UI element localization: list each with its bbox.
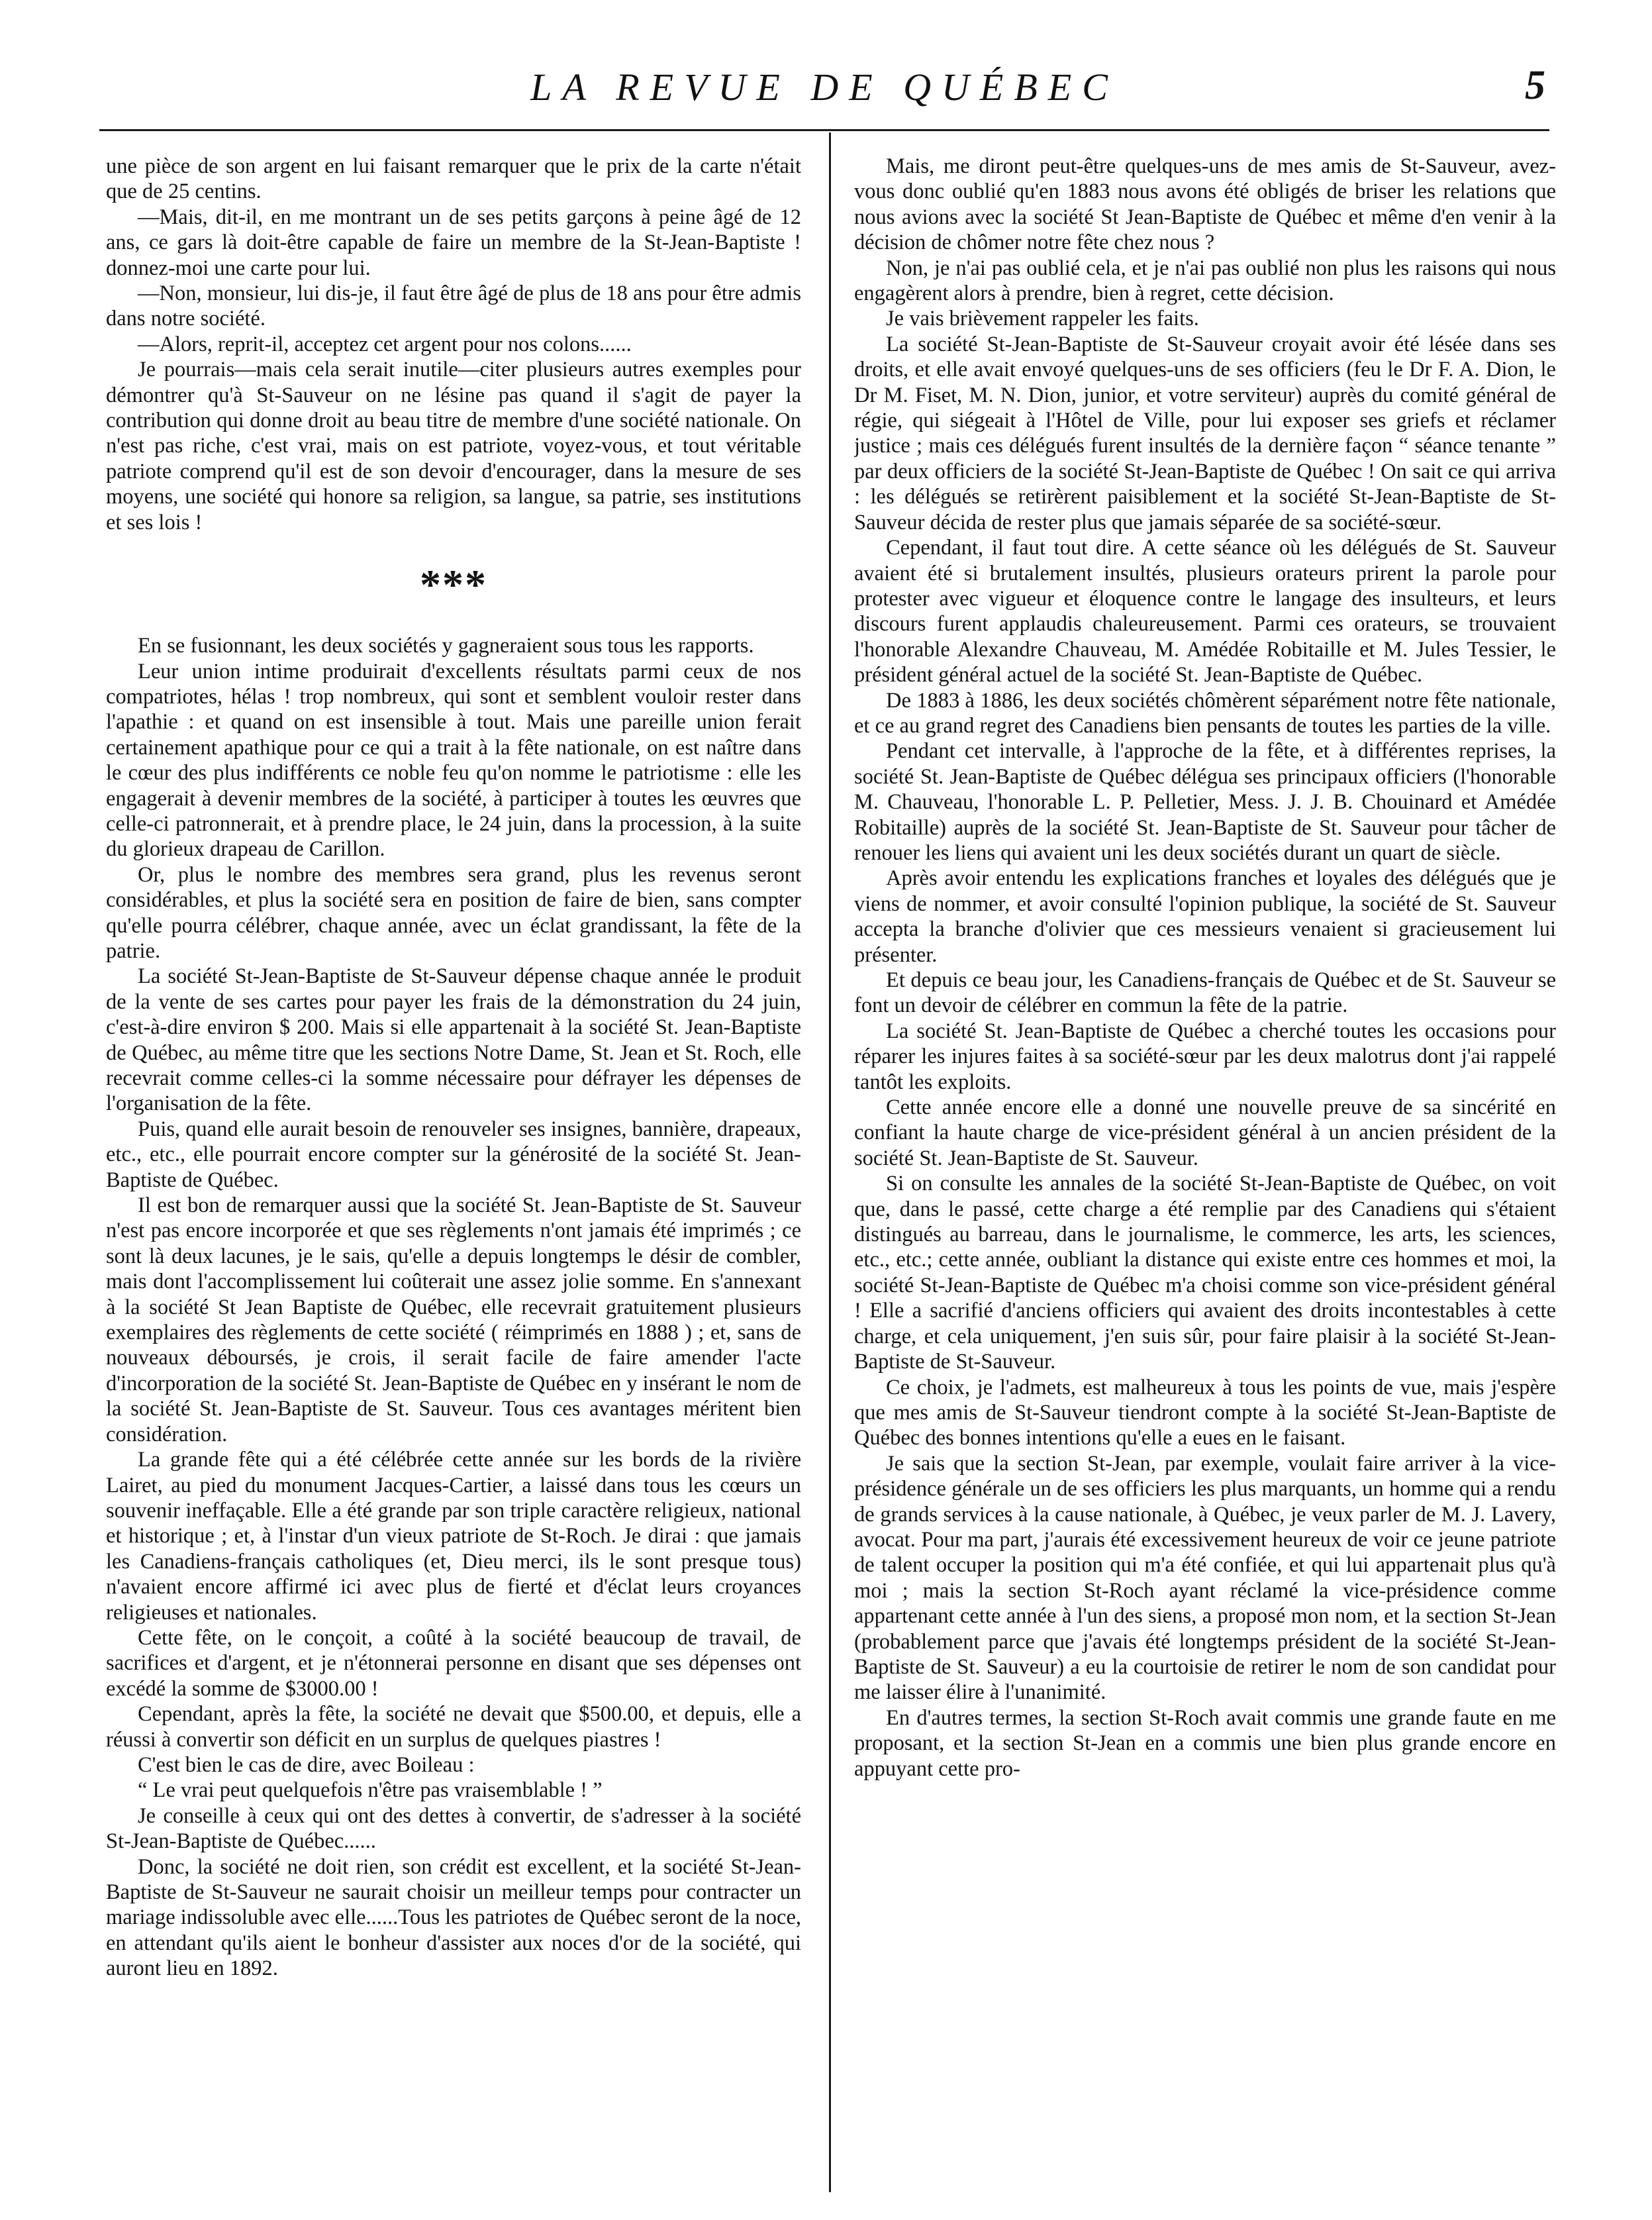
paragraph: La grande fête qui a été célébrée cette année sur les bords de la rivière Lairet, au pied du monument Jacques-Cartier, a laissé dans tous les cœurs un souvenir ineffaçable. Elle a été grande par son triple caractère religieux, national et historique ; et, à l'instar d'un vieux patriote de St-Roch. Je dirai : que jamais les Canadiens-français catholiques (et, Dieu merci, ils le sont presque tous) n'avaient encore affirmé ici avec plus de fierté et d'éclat leurs croyances religieuses et nationales. [106,1448,801,1625]
paragraph: Puis, quand elle aurait besoin de renouveler ses insignes, bannière, drapeaux, etc., etc., elle pourrait encore compter sur la générosité de la société St. Jean-Baptiste de Québec. [106,1117,801,1192]
paragraph: Leur union intime produirait d'excellents résultats parmi ceux de nos compatriotes, hélas ! trop nombreux, qui sont et semblent vouloir rester dans l'apathie : et quand on est insensible à tout. Mais une pareille union ferait certainement apathique pour ce qui a trait à la fête nationale, on est naître dans le cœur des plus indifférents ce noble feu qu'on nomme le patriotisme : elle les engagerait à devenir membres de la société, à participer à toutes les œuvres que celle-ci patronnerait, et à prendre place, le 24 juin, dans la procession, à la suite du glorieux drapeau de Carillon. [106,659,801,862]
paragraph: Pendant cet intervalle, à l'approche de la fête, et à différentes reprises, la société St. Jean-Baptiste de Québec délégua ses principaux officiers (l'honorable M. Chauveau, l'honorable L. P. Pelletier, Mess. J. J. B. Chouinard et Amédée Robitaille) auprès de la société St. Jean-Baptiste de St. Sauveur pour tâcher de renouer les liens qui avaient uni les deux sociétés durant un quart de siècle. [854,739,1556,865]
paragraph: Cette fête, on le conçoit, a coûté à la société beaucoup de travail, de sacrifices et d'argent, et je n'étonnerai personne en disant que ses dépenses ont excédé la somme de $3000.00 ! [106,1625,801,1701]
paragraph: Après avoir entendu les explications franches et loyales des délégués que je viens de nommer, et avoir consulté l'opinion publique, la société de St. Sauveur accepta la branche d'olivier que ces messieurs venaient si gracieusement lui présenter. [854,866,1556,967]
paragraph: Cependant, il faut tout dire. A cette séance où les délégués de St. Sauveur avaient été si brutalement insultés, plusieurs orateurs prirent la parole pour protester avec vigueur et éloquence contre le langage des insulteurs, et leurs discours furent applaudis chaleureusement. Parmi ces orateurs, se trouvaient l'honorable Alexandre Chauveau, M. Amédée Robitaille et M. Jules Tessier, le président général actuel de la société St. Jean-Baptiste de Québec. [854,536,1556,687]
paragraph: La société St-Jean-Baptiste de St-Sauveur dépense chaque année le produit de la vente de ses cartes pour payer les frais de la démonstration du 24 juin, c'est-à-dire environ $ 200. Mais si elle appartenait à la société St. Jean-Baptiste de Québec, au même titre que les sections Notre Dame, St. Jean et St. Roch, elle recevrait comme celles-ci la somme nécessaire pour défrayer les dépenses de l'organisation de la fête. [106,964,801,1116]
paragraph: Cependant, après la fête, la société ne devait que $500.00, et depuis, elle a réussi à convertir son déficit en un surplus de quelques piastres ! [106,1702,801,1752]
page-number: 5 [1525,63,1545,108]
page-header [99,58,1549,131]
column-divider [829,132,831,2192]
column-rule-left-a [106,130,245,131]
paragraph: La société St. Jean-Baptiste de Québec a cherché toutes les occasions pour réparer les injures faites à sa société-sœur par les deux malotrus dont j'ai rappelé tantôt les exploits. [854,1019,1556,1094]
paragraph: Je conseille à ceux qui ont des dettes à convertir, de s'adresser à la société St-Jean-Baptiste de Québec...... [106,1803,801,1854]
paragraph: C'est bien le cas de dire, avec Boileau : [138,1752,475,1777]
right-column [854,154,1556,2114]
paragraph: —Mais, dit-il, en me montrant un de ses petits garçons à peine âgé de 12 ans, ce gars là doit-être capable de faire un membre de la St-Jean-Baptiste ! donnez-moi une carte pour lui. [106,205,801,280]
paragraph: Donc, la société ne doit rien, son crédit est excellent, et la société St-Jean-Baptiste de St-Sauveur ne saurait choisir un meilleur temps pour contracter un mariage indissoluble avec elle......Tous les patriotes de Québec seront de la noce, en attendant qu'ils aient le bonheur d'assister aux noces d'or de la société, qui auront lieu en 1892. [106,1854,801,1981]
paragraph: En se fusionnant, les deux sociétés y gagneraient sous tous les rapports. [138,634,754,658]
paragraph: —Alors, reprit-il, acceptez cet argent pour nos colons...... [138,332,632,356]
paragraph: —Non, monsieur, lui dis-je, il faut être âgé de plus de 18 ans pour être admis dans notre société. [106,281,801,331]
paragraph: Mais, me diront peut-être quelques-uns de mes amis de St-Sauveur, avez-vous donc oublié qu'en 1883 nous avons été obligés de briser les relations que nous avions avec la société St Jean-Baptiste de Québec et même d'en venir à la décision de chômer notre fête chez nous ? [854,154,1556,255]
paragraph: En d'autres termes, la section St-Roch avait commis une grande faute en me proposant, et la section St-Jean en a commis une bien plus grande encore en appuyant cette pro- [854,1705,1556,1781]
paragraph: Or, plus le nombre des membres sera grand, plus les revenus seront considérables, et plus la société sera en position de faire de bien, sans compter qu'elle pourra célébrer, chaque année, avec un éclat grandissant, la fête de la patrie. [106,862,801,963]
paragraph: Et depuis ce beau jour, les Canadiens-français de Québec et de St. Sauveur se font un devoir de célébrer en commun la fête de la patrie. [854,968,1556,1018]
paragraph: Ce choix, je l'admets, est malheureux à tous les points de vue, mais j'espère que mes amis de St-Sauveur tiendront compte à la société St-Jean-Baptiste de Québec des bonnes intentions qu'elle a eues en le faisant. [854,1375,1556,1450]
paragraph: Si on consulte les annales de la société St-Jean-Baptiste de Québec, on voit que, dans le passé, cette charge a été remplie par des Canadiens qui s'étaient distingués au barreau, dans le journalisme, le commerce, les arts, les sciences, etc., etc.; cette année, oubliant la distance qui existe entre ces hommes et moi, la société St-Jean-Baptiste de Québec m'a choisi comme son vice-président général ! Elle a sacrifié d'anciens officiers qui avaient des droits incontestables à cette charge, et cela uniquement, j'en suis sûr, pour faire plaisir à la société St-Jean-Baptiste de St-Sauveur. [854,1172,1556,1374]
quotation: “ Le vrai peut quelquefois n'être pas vraisemblable ! ” [138,1778,603,1803]
paragraph: La société St-Jean-Baptiste de St-Sauveur croyait avoir été lésée dans ses droits, et elle avait envoyé quelques-uns de ses officiers (feu le Dr F. A. Dion, le Dr M. Fiset, M. N. Dion, junior, et votre serviteur) auprès du comité général de régie, qui siégeait à l'Hôtel de Ville, pour lui exposer ses griefs et réclamer justice ; mais ces délégués furent insultés de la dernière façon “ séance tenante ” par deux officiers de la société St-Jean-Baptiste de Québec ! On sait ce qui arriva : les délégués se retirèrent paisiblement et la société St-Jean-Baptiste de St-Sauveur décida de rester plus que jamais séparée de sa société-sœur. [854,332,1556,534]
running-title: LA REVUE DE QUÉBEC [530,66,1118,109]
paragraph: Je sais que la section St-Jean, par exemple, voulait faire arriver à la vice-présidence générale un de ses officiers les plus marquants, un homme qui a rendu de grands services à la cause nationale, à Québec, je veux parler de M. J. Lavery, avocat. Pour ma part, j'aurais été excessivement heureux de voir ce jeune patriote de talent occuper la position qui m'a été confiée, et qui lui appartenait plus qu'à moi ; mais la section St-Roch ayant réclamé la vice-présidence comme appartenant cette année à l'un des siens, a proposé mon nom, et la section St-Jean (probablement parce que j'avais été longtemps président de la société St-Jean-Baptiste de St. Sauveur) a eu la courtoisie de retirer le nom de son candidat pour me laisser élire à l'unanimité. [854,1451,1556,1705]
paragraph: une pièce de son argent en lui faisant remarquer que le prix de la carte n'était que de 25 centins. [106,154,801,204]
section-ornament: *** [420,561,487,609]
paragraph: Je vais brièvement rappeler les faits. [886,307,1199,331]
column-rule-left-b [258,130,384,131]
paragraph: Je pourrais—mais cela serait inutile—citer plusieurs autres exemples pour démontrer qu'à St-Sauveur on ne lésine pas quand il s'agit de payer la contribution qui donne droit au beau titre de membre d'une société nationale. On n'est pas riche, c'est vrai, mais on est patriote, voyez-vous, et tout véritable patriote comprend qu'il est de son devoir d'encourager, dans la mesure de ses moyens, une société qui honore sa religion, sa langue, sa patrie, ses institutions et ses lois ! [106,358,801,534]
paragraph: Cette année encore elle a donné une nouvelle preuve de sa sincérité en confiant la haute charge de vice-président général à un ancien président de la société St. Jean-Baptiste de St. Sauveur. [854,1095,1556,1170]
left-column [106,154,801,2114]
paragraph: De 1883 à 1886, les deux sociétés chômèrent séparément notre fête nationale, et ce au grand regret des Canadiens bien pensants de toutes les parties de la ville. [854,688,1556,738]
paragraph: Non, je n'ai pas oublié cela, et je n'ai pas oublié non plus les raisons qui nous engagèrent alors à prendre, bien à regret, cette décision. [854,256,1556,306]
paragraph: Il est bon de remarquer aussi que la société St. Jean-Baptiste de St. Sauveur n'est pas encore incorporée et que ses règlements n'ont jamais été imprimés ; ce sont là deux lacunes, je le sais, qu'elle a depuis longtemps le désir de combler, mais dont l'accomplissement lui coûterait une assez jolie somme. En s'annexant à la société St Jean Baptiste de Québec, elle recevrait gratuitement plusieurs exemplaires des règlements de cette société ( réimprimés en 1888 ) ; et, sans de nouveaux déboursés, je crois, il serait facile de faire amender l'acte d'incorporation de la société St. Jean-Baptiste de Québec en y insérant le nom de la société St. Jean-Baptiste de St. Sauveur. Tous ces avantages méritent bien considération. [106,1193,801,1446]
